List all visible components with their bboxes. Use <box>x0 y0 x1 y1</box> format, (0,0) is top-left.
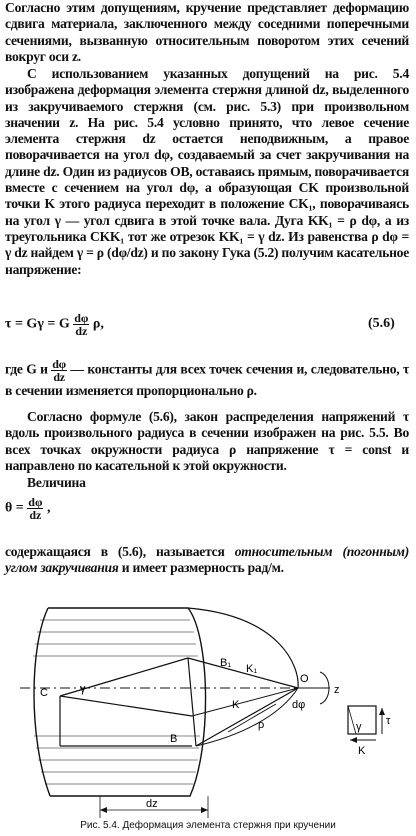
figure-caption: Рис. 5.4. Деформация элемента стержня при кручении <box>80 820 336 831</box>
label-rho: ρ <box>258 719 265 731</box>
para3-denominator: dz <box>53 370 65 384</box>
label-C: C <box>40 687 48 699</box>
label-K: K <box>232 699 240 711</box>
para6-term: относительным (погонным) углом закручивания <box>5 544 410 576</box>
label-B1: B₁ <box>220 657 232 669</box>
left-face-curve <box>34 608 50 796</box>
label-O: O <box>300 673 309 685</box>
paragraph-3 <box>5 358 409 399</box>
eq1-fraction <box>73 312 89 337</box>
paragraph-6 <box>5 544 409 577</box>
surface-lines <box>33 620 200 784</box>
para3-numerator: dφ <box>52 357 66 371</box>
eq1-lhs: τ = Gγ = G <box>5 316 70 332</box>
label-dz: dz <box>146 798 158 810</box>
figure-5-4 <box>20 596 410 818</box>
eq2-rhs: , <box>46 500 51 516</box>
label-K1: K₁ <box>246 663 258 675</box>
label-K-2: K <box>358 745 366 757</box>
label-B: B <box>170 733 178 745</box>
label-gamma-2: γ <box>356 721 362 733</box>
label-z: z <box>334 684 340 696</box>
eq1-rhs: ρ, <box>92 316 104 332</box>
cylinder-outline <box>48 608 206 796</box>
eq2-fraction <box>27 496 43 521</box>
label-tau: τ <box>386 715 391 727</box>
para6-end: и имеет размерность рад/м. <box>121 560 284 576</box>
paragraph-4: Согласно формуле (5.6), закон распределения напряжений τ вдоль произвольного радиуса в сечении изображен на рис. 5.5. Во всех точках окружности радиуса ρ напряжение τ = const и направлено по касательной к этой окружности. <box>5 409 409 473</box>
para3-fraction <box>51 358 67 383</box>
para3-start: где G и <box>5 361 48 377</box>
para6-start: содержащаяся в (5.6), называется <box>5 544 225 559</box>
paragraph-1: Согласно этим допущениям, кручение представляет деформацию сдвига материала, заключенного между соседними поперечными сечениями, вызванную относительным поворотом этих сечений вокруг оси z. <box>5 0 409 64</box>
equation-theta <box>5 496 50 521</box>
label-dphi: dφ <box>292 699 306 711</box>
eq2-numerator: dφ <box>28 495 43 509</box>
eq2-lhs: θ = <box>5 500 24 516</box>
eq2-denominator: dz <box>29 508 42 522</box>
equation-5-6 <box>5 312 104 337</box>
equation-number: (5.6) <box>368 316 395 331</box>
paragraph-2: С использованием указанных допущений на рис. 5.4 изображена деформация элемента стержня длиной dz, выделенного из закручиваемого стержня (см. рис. 5.3) при произвольном значении z. На рис. 5.4 условно принято, что левое сечение элемента стержня dz остается неподвижным, а правое поворачивается на угол dφ, создаваемый за счет закручивания на длине dz. Один из радиусов OB, оставаясь прямым, поворачивается вместе с сечением на угол dφ, а образующая CK произвольной точки K этого радиуса переходит в положение CK₁, поворачиваясь на угол γ — угол сдвига в этой точке вала. Дуга KK₁ = ρ dφ, а из треугольника CKK₁ тот же отрезок KK₁ = γ dz. Из равенства ρ dφ = γ dz найдем γ = ρ (dφ/dz) и по закону Гука (5.2) получим касательное напряжение: <box>5 66 409 277</box>
label-gamma: γ <box>80 683 86 695</box>
paragraph-5: Величина <box>27 475 86 490</box>
eq1-denominator: dz <box>75 324 88 338</box>
eq1-numerator: dφ <box>74 311 89 325</box>
para3-end: — константы для всех точек сечения и, следовательно, τ в сечении изменяется пропорционально ρ. <box>5 361 410 398</box>
